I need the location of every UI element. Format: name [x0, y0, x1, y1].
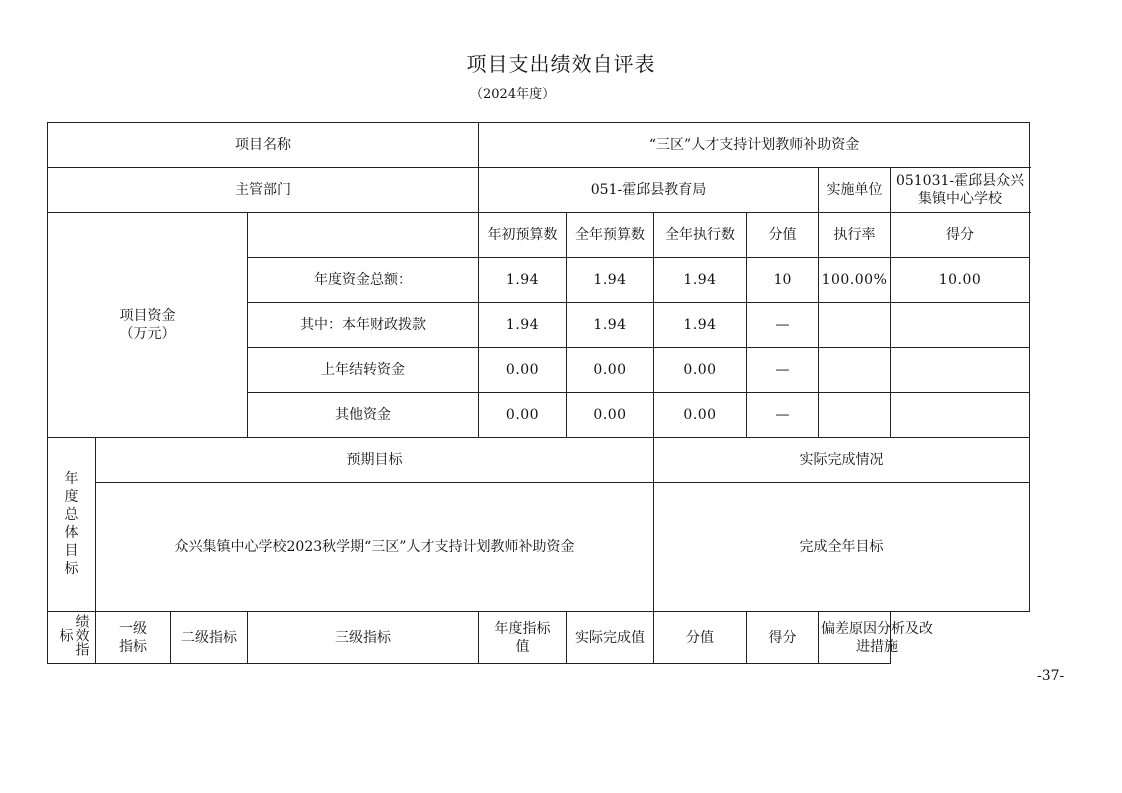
fund-initial: 1.94 [479, 303, 567, 348]
expected-goal-header: 预期目标 [96, 438, 654, 483]
fund-executed: 1.94 [654, 303, 747, 348]
goals-label: 年度总体目标 [64, 471, 79, 578]
project-name-row [48, 123, 1030, 168]
header-level1-text: 一级指标 [119, 620, 147, 655]
actual-goal-header: 实际完成情况 [654, 438, 1030, 483]
header-annual-budget: 全年预算数 [567, 213, 654, 258]
fund-initial: 0.00 [479, 393, 567, 438]
dept-label: 主管部门 [48, 168, 479, 213]
evaluation-table [47, 122, 1030, 664]
header-annual-value-text: 年度指标值 [494, 620, 551, 655]
fund-score: 10.00 [891, 258, 1030, 303]
fund-executed: 0.00 [654, 348, 747, 393]
project-name-label: 项目名称 [48, 123, 479, 168]
fund-row-label: 其他资金 [248, 393, 479, 438]
fund-executed: 1.94 [654, 258, 747, 303]
header-execution-rate: 执行率 [819, 213, 891, 258]
page-number: -37- [1037, 668, 1065, 684]
dept-value-text: 051-霍邱县教育局 [590, 181, 707, 198]
header-level2: 二级指标 [171, 612, 248, 664]
funds-unit: （万元） [119, 326, 176, 342]
fund-rate [819, 303, 891, 348]
header-deviation-text: 偏差原因分析及改进措施 [821, 620, 933, 655]
actual-goal-text: 完成全年目标 [654, 483, 1030, 612]
indicators-header-row [48, 612, 1030, 664]
fund-score [891, 393, 1030, 438]
fund-score-value: — [747, 393, 819, 438]
fund-rate: 100.00% [819, 258, 891, 303]
funds-label: 项目资金 [119, 307, 176, 324]
expected-goal-text: 众兴集镇中心学校2023秋学期“三区”人才支持计划教师补助资金 [96, 483, 654, 612]
header-score-value: 分值 [747, 213, 819, 258]
funds-header-row [48, 213, 1030, 258]
fund-row-label: 年度资金总额： [248, 258, 479, 303]
unit-value: 051031-霍邱县众兴集镇中心学校 [891, 168, 1030, 213]
fund-row-label: 上年结转资金 [248, 348, 479, 393]
department-row [48, 168, 1030, 213]
header-indicator-score-value: 分值 [654, 612, 747, 664]
goals-label-cell [48, 438, 96, 612]
fund-score-value: 10 [747, 258, 819, 303]
indicators-label: 绩效指标 [57, 614, 90, 656]
header-annual-value [479, 612, 567, 664]
fund-score [891, 303, 1030, 348]
dept-value-cell [479, 168, 819, 213]
fund-score [891, 348, 1030, 393]
fund-annual: 1.94 [567, 258, 654, 303]
header-indicator-score: 得分 [747, 612, 819, 664]
header-level3-cell: 三级指标 [248, 612, 479, 664]
fund-initial: 0.00 [479, 348, 567, 393]
header-level1 [96, 612, 171, 664]
fund-annual: 0.00 [567, 348, 654, 393]
fund-annual: 0.00 [567, 393, 654, 438]
fund-rate [819, 348, 891, 393]
fund-score-value: — [747, 303, 819, 348]
indicators-label-cell [48, 612, 96, 664]
fund-annual: 1.94 [567, 303, 654, 348]
fund-rate [819, 393, 891, 438]
year-subtitle: （2024年度） [470, 87, 556, 102]
fund-executed: 0.00 [654, 393, 747, 438]
goals-header-row [48, 438, 1030, 483]
page-title: 项目支出绩效自评表 [466, 52, 656, 76]
funds-label-cell [48, 213, 248, 438]
fund-row-label: 其中：本年财政拨款 [248, 303, 479, 348]
header-initial-budget: 年初预算数 [479, 213, 567, 258]
unit-label: 实施单位 [819, 168, 891, 213]
header-actual-value: 实际完成值 [567, 612, 654, 664]
header-executed: 全年执行数 [654, 213, 747, 258]
header-score: 得分 [891, 213, 1030, 258]
goals-content-row [48, 483, 1030, 612]
fund-score-value: — [747, 348, 819, 393]
header-deviation [819, 612, 933, 664]
project-name-value: “三区”人才支持计划教师补助资金 [479, 123, 1030, 168]
fund-initial: 1.94 [479, 258, 567, 303]
funds-header-blank [248, 213, 479, 258]
